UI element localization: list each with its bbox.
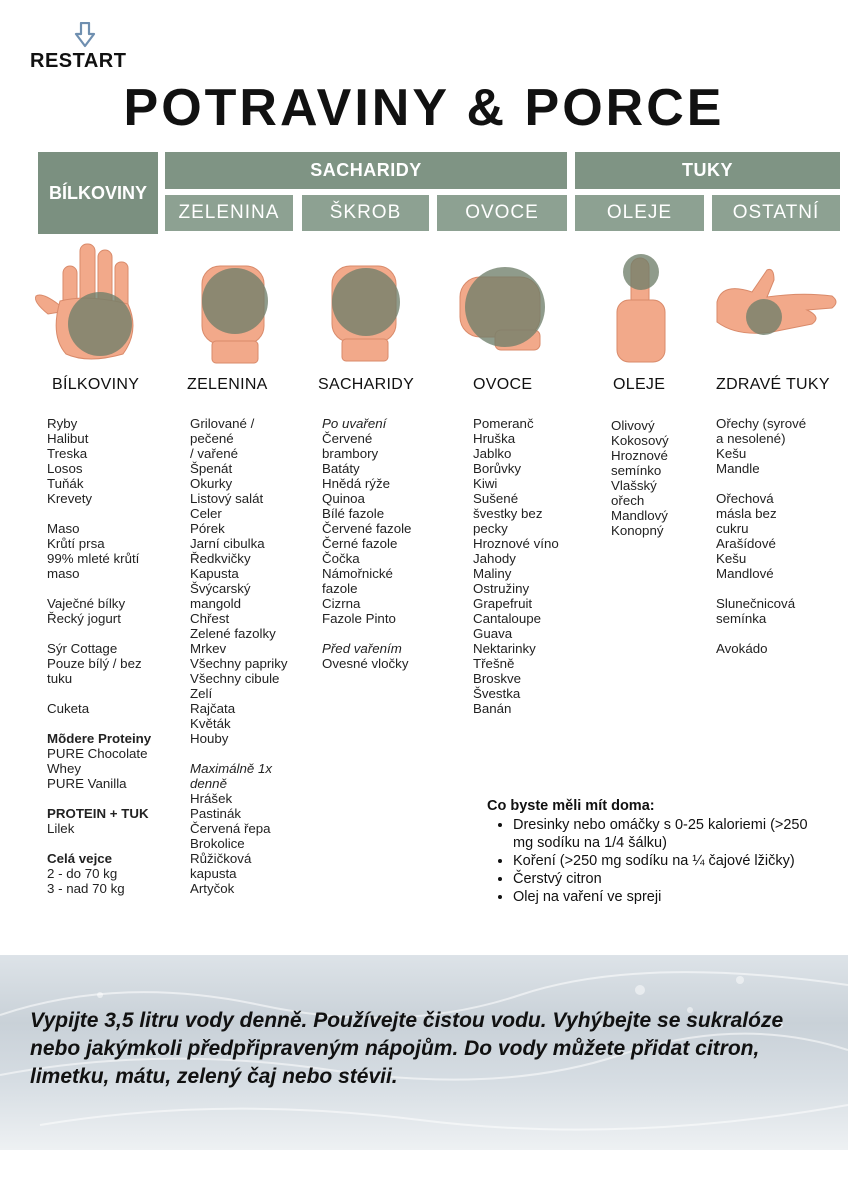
vegetables-list bbox=[190, 416, 288, 896]
list-item: másla bez bbox=[716, 506, 777, 521]
header-fats-label: TUKY bbox=[682, 160, 733, 180]
list-item: Vaječné bílky bbox=[47, 596, 126, 611]
list-item: Nektarinky bbox=[473, 641, 536, 656]
list-note: denně bbox=[190, 776, 227, 791]
list-item: Kiwi bbox=[473, 476, 498, 491]
list-item: Hroznové víno bbox=[473, 536, 559, 551]
list-item: Kapusta bbox=[190, 566, 239, 581]
list-item: Řecký jogurt bbox=[47, 611, 121, 626]
header-sub-oils bbox=[575, 195, 704, 231]
list-item: Zelí bbox=[190, 686, 213, 701]
list-item: Kešu bbox=[716, 446, 747, 461]
list-item: Mandlové bbox=[716, 566, 774, 581]
list-item: Arašídové bbox=[716, 536, 776, 551]
list-item: Borůvky bbox=[473, 461, 522, 476]
list-item: 3 - nad 70 kg bbox=[47, 881, 125, 896]
list-item: Broskve bbox=[473, 671, 522, 686]
list-item: ořech bbox=[611, 493, 645, 508]
header-carbs-label: SACHARIDY bbox=[310, 160, 422, 180]
list-item: tuku bbox=[47, 671, 73, 686]
list-item: / vařené bbox=[190, 446, 239, 461]
column-heading-healthy-fats: ZDRAVÉ TUKY bbox=[716, 376, 830, 393]
list-item: Tuňák bbox=[47, 476, 84, 491]
open-palm-icon bbox=[28, 236, 158, 366]
list-item: Pomeranč bbox=[473, 416, 534, 431]
starch-list bbox=[322, 416, 411, 671]
list-item: Růžičková bbox=[190, 851, 252, 866]
list-item: Hruška bbox=[473, 431, 516, 446]
header-sub-vegetables bbox=[165, 195, 293, 231]
list-item: švestky bez bbox=[473, 506, 543, 521]
list-item: • Čerstvý citron bbox=[513, 870, 813, 888]
list-subheading: PROTEIN + TUK bbox=[47, 806, 149, 821]
list-item: pečené bbox=[190, 431, 234, 446]
list-item: Čočka bbox=[322, 551, 360, 566]
header-carbs bbox=[165, 152, 567, 189]
list-item: PURE Chocolate bbox=[47, 746, 148, 761]
list-item: Fazole Pinto bbox=[322, 611, 396, 626]
list-item: Červené fazole bbox=[322, 521, 412, 536]
list-note: Před vařením bbox=[322, 641, 402, 656]
list-item: Ořechy (syrové bbox=[716, 416, 807, 431]
list-item: Třešně bbox=[473, 656, 515, 671]
header-sub-other bbox=[712, 195, 840, 231]
download-arrow-icon bbox=[74, 22, 96, 48]
list-item: Okurky bbox=[190, 476, 233, 491]
column-heading-starch: SACHARIDY bbox=[318, 376, 415, 393]
list-item: Cizrna bbox=[322, 596, 361, 611]
list-item: pecky bbox=[473, 521, 508, 536]
list-item: Treska bbox=[47, 446, 88, 461]
column-heading-oils: OLEJE bbox=[613, 376, 666, 393]
list-item: Mandlový bbox=[611, 508, 668, 523]
list-item: semínka bbox=[716, 611, 767, 626]
header-sub-label: OLEJE bbox=[606, 202, 673, 223]
list-item: • Dresinky nebo omáčky s 0-25 kaloriemi (>250 mg sodíku na 1/4 šálku) bbox=[513, 816, 813, 852]
header-sub-starch bbox=[302, 195, 429, 231]
list-item: Všechny cibule bbox=[190, 671, 280, 686]
list-item: Ostružiny bbox=[473, 581, 530, 596]
list-item: Všechny papriky bbox=[190, 656, 288, 671]
list-item: Grilované / bbox=[190, 416, 255, 431]
list-item: Jarní cibulka bbox=[190, 536, 265, 551]
column-heading-vegetables: ZELENINA bbox=[187, 376, 268, 393]
list-item: • Koření (>250 mg sodíku na ¼ čajové lžičky) bbox=[513, 852, 813, 870]
water-message: Vypijte 3,5 litru vody denně. Používejte čistou vodu. Vyhýbejte se sukralóze nebo jakýmkoli předpřipraveným nápojům. Do vody můžete přidat citron, limetku, mátu, zelený čaj nebo stévii. bbox=[30, 1009, 784, 1088]
list-item: maso bbox=[47, 566, 80, 581]
fist-icon bbox=[190, 256, 280, 366]
list-item: Hroznové bbox=[611, 448, 668, 463]
list-item: Grapefruit bbox=[473, 596, 533, 611]
list-item: 2 - do 70 kg bbox=[47, 866, 118, 881]
home-essentials-list bbox=[487, 816, 813, 906]
list-item: Květák bbox=[190, 716, 231, 731]
fist-icon bbox=[322, 256, 412, 366]
list-item: kapusta bbox=[190, 866, 237, 881]
header-fats bbox=[575, 152, 840, 189]
list-item: Chřest bbox=[190, 611, 230, 626]
list-item: Maliny bbox=[473, 566, 512, 581]
header-sub-label: ŠKROB bbox=[329, 202, 402, 223]
list-item: Banán bbox=[473, 701, 512, 716]
list-note: Po uvaření bbox=[322, 416, 387, 431]
column-heading-fruit: OVOCE bbox=[473, 376, 533, 393]
list-item: Jahody bbox=[473, 551, 516, 566]
list-item: • Olej na vaření ve spreji bbox=[513, 888, 813, 906]
list-item: Kešu bbox=[716, 551, 747, 566]
list-item: Celer bbox=[190, 506, 222, 521]
list-item: Červená řepa bbox=[190, 821, 271, 836]
list-item: Švestka bbox=[473, 686, 521, 701]
list-item: cukru bbox=[716, 521, 749, 536]
header-sub-label: OSTATNÍ bbox=[732, 202, 820, 223]
list-item: Batáty bbox=[322, 461, 360, 476]
list-item: Slunečnicová bbox=[716, 596, 796, 611]
list-item: Sušené bbox=[473, 491, 519, 506]
list-item: Quinoa bbox=[322, 491, 365, 506]
list-item: Halibut bbox=[47, 431, 89, 446]
header-sub-label: ZELENINA bbox=[178, 202, 280, 223]
list-item: a nesolené) bbox=[716, 431, 786, 446]
list-item: Ovesné vločky bbox=[322, 656, 409, 671]
list-item: Vlašský bbox=[611, 478, 657, 493]
list-item: Ryby bbox=[47, 416, 78, 431]
list-item: Cuketa bbox=[47, 701, 90, 716]
list-item: brambory bbox=[322, 446, 379, 461]
list-item: Houby bbox=[190, 731, 229, 746]
list-item: Špenát bbox=[190, 461, 233, 476]
thumbs-up-icon bbox=[605, 250, 675, 370]
header-protein-label: BÍLKOVINY bbox=[48, 182, 147, 203]
protein-list bbox=[47, 416, 151, 896]
list-item: Artyčok bbox=[190, 881, 235, 896]
page-title: POTRAVINY & PORCE bbox=[123, 79, 725, 137]
list-item: Pórek bbox=[190, 521, 225, 536]
list-item: Guava bbox=[473, 626, 513, 641]
list-item: 99% mleté krůtí bbox=[47, 551, 140, 566]
list-item: Cantaloupe bbox=[473, 611, 542, 626]
list-item: Losos bbox=[47, 461, 83, 476]
healthy-fats-list bbox=[716, 416, 806, 656]
list-item: Švýcarský bbox=[190, 581, 251, 596]
cupped-fist-icon bbox=[455, 262, 555, 362]
fruit-list bbox=[473, 416, 559, 716]
home-essentials-heading: Co byste měli mít doma: bbox=[487, 798, 655, 814]
list-item: Ředkvičky bbox=[190, 551, 251, 566]
home-essentials bbox=[487, 798, 813, 906]
list-item: Mrkev bbox=[190, 641, 227, 656]
list-item: Hnědá rýže bbox=[322, 476, 390, 491]
list-item: Ořechová bbox=[716, 491, 774, 506]
list-item: Lilek bbox=[47, 821, 75, 836]
list-item: Rajčata bbox=[190, 701, 236, 716]
header-sub-label: OVOCE bbox=[465, 202, 539, 223]
list-item: Zelené fazolky bbox=[190, 626, 276, 641]
header-protein bbox=[38, 152, 158, 234]
list-item: PURE Vanilla bbox=[47, 776, 127, 791]
list-item: Mandle bbox=[716, 461, 760, 476]
list-subheading: Mõdere Proteiny bbox=[47, 731, 152, 746]
list-item: Brokolice bbox=[190, 836, 245, 851]
list-item: fazole bbox=[322, 581, 358, 596]
list-item: Konopný bbox=[611, 523, 664, 538]
list-item: Listový salát bbox=[190, 491, 264, 506]
water-banner bbox=[0, 955, 848, 1150]
list-item: Sýr Cottage bbox=[47, 641, 118, 656]
list-item: Maso bbox=[47, 521, 80, 536]
logo-text: RESTART bbox=[30, 50, 127, 72]
list-item: Bílé fazole bbox=[322, 506, 385, 521]
list-item: mangold bbox=[190, 596, 242, 611]
list-subheading: Celá vejce bbox=[47, 851, 113, 866]
list-item: Avokádo bbox=[716, 641, 768, 656]
list-item: Kokosový bbox=[611, 433, 669, 448]
list-item: Námořnické bbox=[322, 566, 393, 581]
list-note: Maximálně 1x bbox=[190, 761, 273, 776]
list-item: Whey bbox=[47, 761, 81, 776]
flat-palm-icon bbox=[712, 262, 842, 352]
list-item: Červené bbox=[322, 431, 373, 446]
list-item: Pouze bílý / bez bbox=[47, 656, 142, 671]
oils-list bbox=[611, 418, 669, 538]
list-item: Pastinák bbox=[190, 806, 241, 821]
list-item: Krůtí prsa bbox=[47, 536, 105, 551]
list-item: Krevety bbox=[47, 491, 93, 506]
column-heading-protein: BÍLKOVINY bbox=[52, 376, 140, 393]
header-sub-fruit bbox=[437, 195, 567, 231]
list-item: Olivový bbox=[611, 418, 655, 433]
list-item: semínko bbox=[611, 463, 662, 478]
list-item: Hrášek bbox=[190, 791, 233, 806]
list-item: Černé fazole bbox=[322, 536, 398, 551]
list-item: Jablko bbox=[473, 446, 512, 461]
